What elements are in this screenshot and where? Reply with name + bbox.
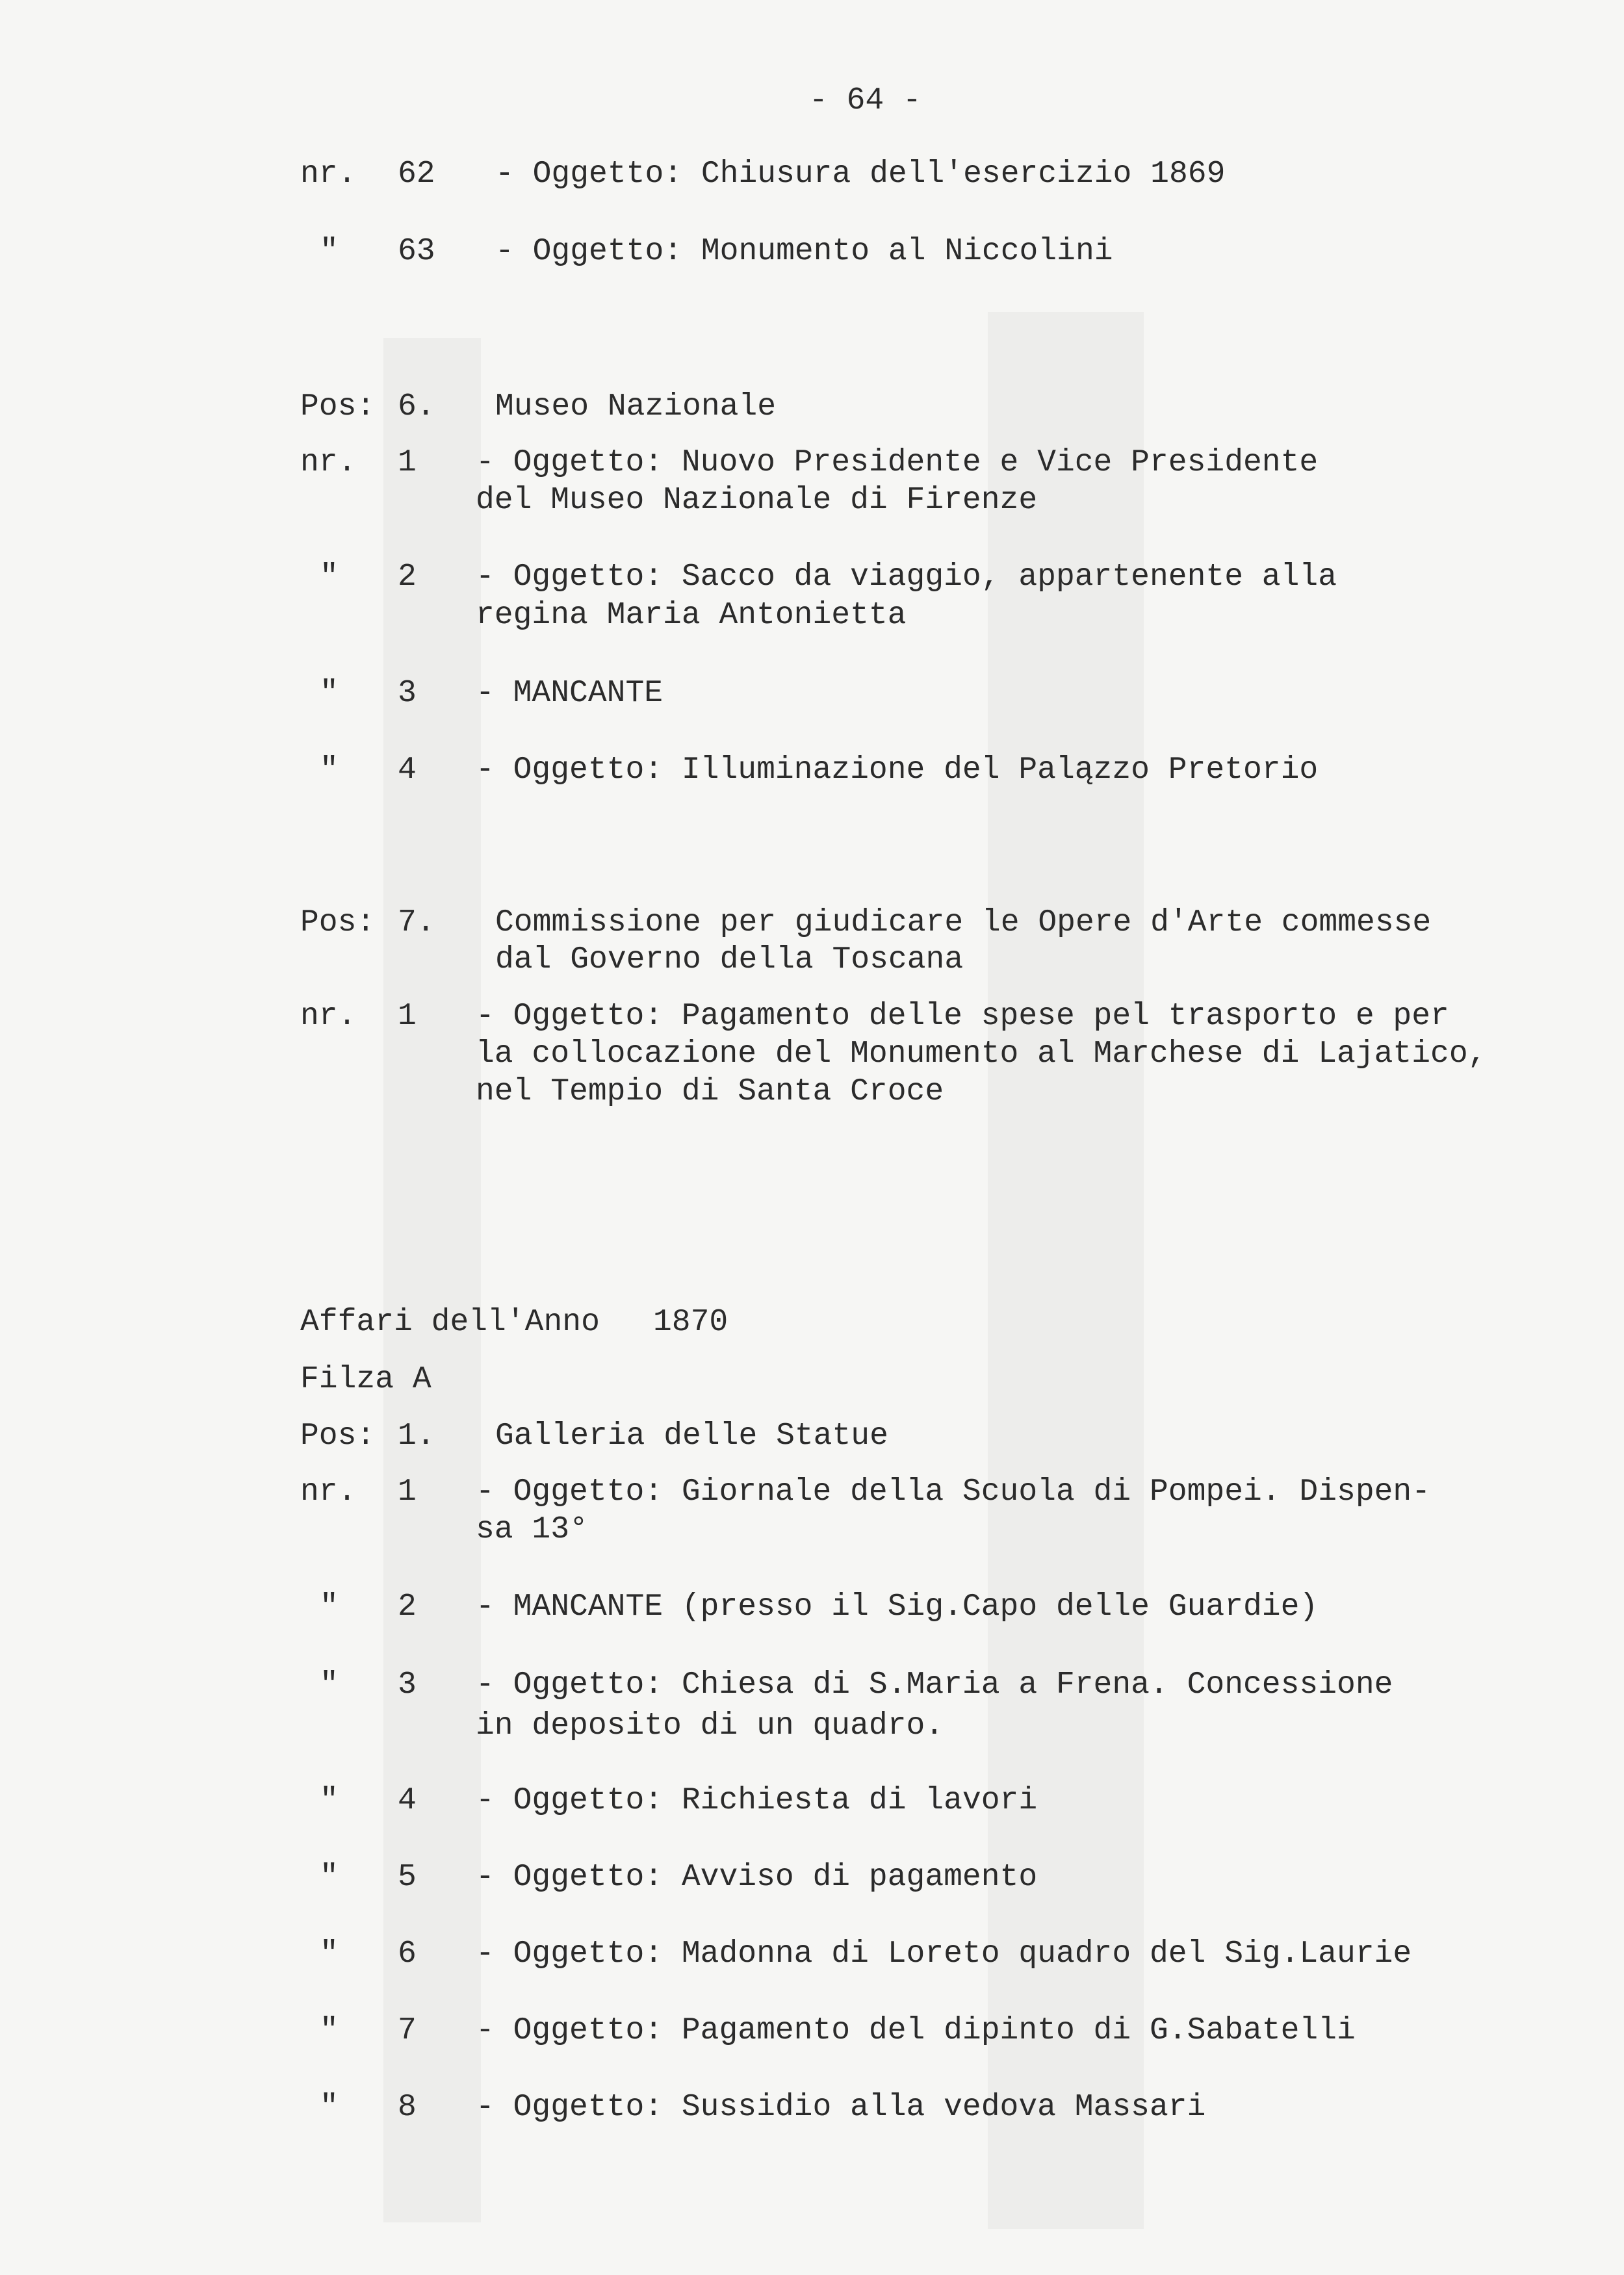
ditto-mark: " (320, 1783, 339, 1818)
ditto-mark: " (320, 2013, 339, 2048)
entry-text-continued: in deposito di un quadro. (476, 1708, 944, 1743)
entry-number: 7 (398, 2013, 417, 2048)
ditto-mark: " (320, 1589, 339, 1625)
entry-text: - Oggetto: Pagamento del dipinto di G.Sabatelli (476, 2013, 1356, 2048)
pos-label: Pos: (300, 389, 376, 424)
entry-text-continued: nel Tempio di Santa Croce (476, 1074, 944, 1109)
entry-text: - MANCANTE (presso il Sig.Capo delle Guardie) (476, 1589, 1319, 1625)
ditto-mark: " (320, 752, 339, 788)
ditto-mark: " (320, 1667, 339, 1703)
entry-text: - Oggetto: Giornale della Scuola di Pompei. Dispen- (476, 1474, 1431, 1510)
section-year: 1870 (653, 1305, 728, 1340)
ditto-mark: " (320, 559, 339, 595)
pos-title: Commissione per giudicare le Opere d'Arte commesse (495, 905, 1432, 940)
entry-number: 1 (398, 1474, 417, 1510)
entry-text-continued: del Museo Nazionale di Firenze (476, 483, 1038, 518)
ditto-mark: " (320, 676, 339, 711)
entry-number: 3 (398, 1667, 417, 1703)
entry-number: 2 (398, 559, 417, 595)
entry-number: 4 (398, 752, 417, 788)
pos-title: Museo Nazionale (495, 389, 777, 424)
entry-text: - Oggetto: Pagamento delle spese pel trasporto e per (476, 999, 1449, 1034)
ditto-mark: " (320, 1860, 339, 1895)
entry-text: - Oggetto: Sussidio alla vedova Massari (476, 2090, 1206, 2125)
entry-text-continued: sa 13° (476, 1512, 588, 1547)
pos-label: Pos: (300, 1419, 376, 1454)
pos-title-continued: dal Governo della Toscana (495, 942, 964, 977)
entry-number: 5 (398, 1860, 417, 1895)
pos-number: 1. (398, 1419, 435, 1454)
pos-number: 7. (398, 905, 435, 940)
entry-number: 62 (398, 157, 435, 192)
entry-label: nr. (300, 157, 357, 192)
entry-text-continued: regina Maria Antonietta (476, 598, 907, 633)
entry-number: 1 (398, 999, 417, 1034)
ditto-mark: " (320, 234, 339, 269)
entry-text: - Oggetto: Chiusura dell'esercizio 1869 (495, 157, 1226, 192)
pos-number: 6. (398, 389, 435, 424)
entry-text: - MANCANTE (476, 676, 664, 711)
entry-text-continued: la collocazione del Monumento al Marchese di Lajatico, (476, 1036, 1487, 1072)
section-heading: Affari dell'Anno (300, 1305, 600, 1340)
entry-number: 4 (398, 1783, 417, 1818)
entry-text: - Oggetto: Monumento al Niccolini (495, 234, 1113, 269)
pos-label: Pos: (300, 905, 376, 940)
entry-number: 6 (398, 1936, 417, 1972)
entry-text: - Oggetto: Avviso di pagamento (476, 1860, 1038, 1895)
entry-label: nr. (300, 999, 357, 1034)
ditto-mark: " (320, 1936, 339, 1972)
entry-label: nr. (300, 445, 357, 480)
entry-text: - Oggetto: Illuminazione del Palązzo Pretorio (476, 752, 1319, 788)
entry-text: - Oggetto: Nuovo Presidente e Vice Presidente (476, 445, 1319, 480)
entry-text: - Oggetto: Madonna di Loreto quadro del Sig.Laurie (476, 1936, 1412, 1972)
page-number: - 64 - (809, 83, 922, 118)
filza-heading: Filza A (300, 1362, 432, 1397)
entry-number: 3 (398, 676, 417, 711)
entry-number: 63 (398, 234, 435, 269)
entry-number: 8 (398, 2090, 417, 2125)
pos-title: Galleria delle Statue (495, 1419, 888, 1454)
entry-number: 1 (398, 445, 417, 480)
entry-text: - Oggetto: Chiesa di S.Maria a Frena. Concessione (476, 1667, 1393, 1703)
entry-number: 2 (398, 1589, 417, 1625)
entry-label: nr. (300, 1474, 357, 1510)
entry-text: - Oggetto: Sacco da viaggio, appartenente alla (476, 559, 1337, 595)
ditto-mark: " (320, 2090, 339, 2125)
entry-text: - Oggetto: Richiesta di lavori (476, 1783, 1038, 1818)
